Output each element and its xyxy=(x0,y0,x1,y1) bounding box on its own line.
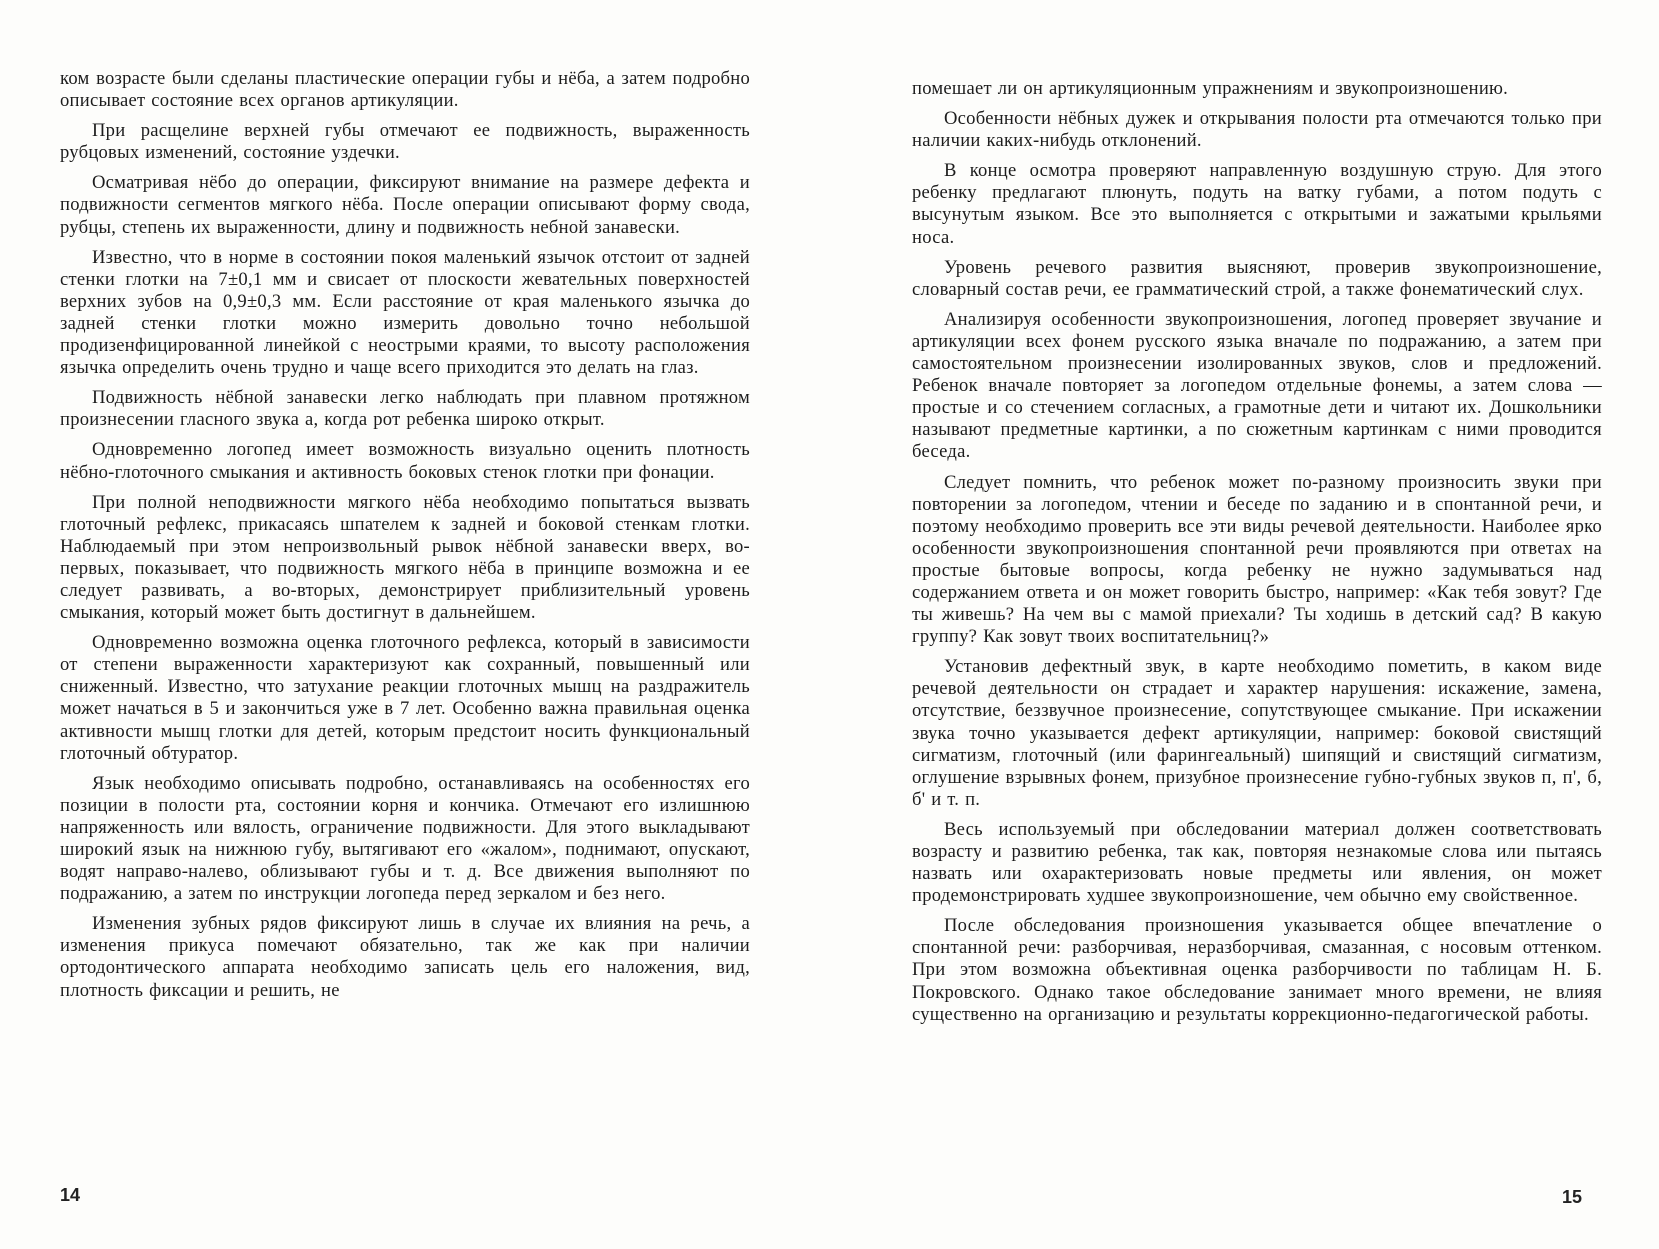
right-paragraph-9: После обследования произношения указывается общее впечатление о спонтанной речи: разборчивая, неразборчивая, смазанная, с носовым оттенком. При этом возможна объективная оценка разборчивости по таблицам Н. Б. Покровского. Однако такое обследование занимает много времени, не влияя существенно на организацию и результаты коррекционно-педагогической работы. xyxy=(912,915,1602,1025)
left-paragraph-4: Известно, что в норме в состоянии покоя маленький язычок отстоит от задней стенки глотки на 7±0,1 мм и свисает от плоскости жевательных поверхностей верхних зубов на 0,9±0,3 мм. Если расстояние от края маленького язычка до задней стенки глотки можно измерить довольно точно небольшой продизенфицированной линейкой с неострыми краями, то высоту расположения язычка определить очень трудно и чаще всего приходится это делать на глаз. xyxy=(60,246,750,379)
right-paragraph-4: Уровень речевого развития выясняют, проверив звукопроизношение, словарный состав речи, ее грамматический строй, а также фонематический слух. xyxy=(912,256,1602,300)
right-paragraph-7: Установив дефектный звук, в карте необходимо пометить, в каком виде речевой деятельности он страдает и характер нарушения: искажение, замена, отсутствие, беззвучное произнесение, сопутствующее смыкание. При искажении звука точно указывается дефект артикуляции, например: боковой свистящий сигматизм, глоточный (или фарингеальный) шипящий и свистящий сигматизм, оглушение взрывных фонем, призубное произнесение губно-губных звуков п, п', б, б' и т. п. xyxy=(912,656,1602,810)
page-number-right: 15 xyxy=(1562,1187,1583,1207)
right-paragraph-1: помешает ли он артикуляционным упражнениям и звукопроизношению. xyxy=(912,78,1509,99)
right-paragraph-2: Особенности нёбных дужек и открывания полости рта отмечаются только при наличии каких-нибудь отклонений. xyxy=(912,108,1602,152)
page-number-left: 14 xyxy=(60,1185,81,1205)
left-paragraph-1: ком возрасте были сделаны пластические операции губы и нёба, а затем подробно описывает состояние всех органов артикуляции. xyxy=(60,68,750,112)
right-paragraph-5: Анализируя особенности звукопроизношения, логопед проверяет звучание и артикуляции всех фонем русского языка вначале по подражанию, а затем при самостоятельном произнесении изолированных звуков, слов и предложений. Ребенок вначале повторяет за логопедом отдельные фонемы, а затем слова — простые и со стечением согласных, а грамотные дети и читают их. Дошкольники называют предметные картинки, а по сюжетным картинкам с ними проводится беседа. xyxy=(912,308,1602,463)
left-paragraph-6: Одновременно логопед имеет возможность визуально оценить плотность нёбно-глоточного смыкания и активность боковых стенок глотки при фонации. xyxy=(60,439,750,483)
left-paragraph-10: Изменения зубных рядов фиксируют лишь в случае их влияния на речь, а изменения прикуса помечают обязательно, так же как при наличии ортодонтического аппарата необходимо записать цель его наложения, вид, плотность фиксации и решить, не xyxy=(60,913,750,1001)
left-paragraph-3: Осматривая нёбо до операции, фиксируют внимание на размере дефекта и подвижности сегментов мягкого нёба. После операции описывают форму свода, рубцы, степень их выраженности, длину и подвижность небной занавески. xyxy=(60,172,750,238)
left-paragraph-8: Одновременно возможна оценка глоточного рефлекса, который в зависимости от степени выраженности характеризуют как сохранный, повышенный или сниженный. Известно, что затухание реакции глоточных мышц на раздражитель может начаться в 5 и закончиться уже в 7 лет. Особенно важна правильная оценка активности мышц глотки для детей, которым предстоит носить функциональный глоточный обтуратор. xyxy=(60,632,750,764)
right-paragraph-3: В конце осмотра проверяют направленную воздушную струю. Для этого ребенку предлагают плюнуть, подуть на ватку губами, а потом подуть с высунутым языком. Все это выполняется с открытыми и зажатыми крыльями носа. xyxy=(912,160,1602,248)
left-page xyxy=(60,68,750,1218)
right-page xyxy=(912,78,1602,1228)
right-paragraph-6: Следует помнить, что ребенок может по-разному произносить звуки при повторении за логопедом, чтении и беседе по заданию и в спонтанной речи, и поэтому необходимо проверить все эти виды речевой деятельности. Наиболее ярко особенности звукопроизношения спонтанной речи проявляются при ответах на простые бытовые вопросы, когда ребенку не нужно задумываться над содержанием ответа и он может говорить быстро, например: «Как тебя зовут? Где ты живешь? На чем вы с мамой приехали? Ты ходишь в детский сад? В какую группу? Как зовут твоих воспитательниц?» xyxy=(912,471,1602,648)
left-paragraph-2: При расщелине верхней губы отмечают ее подвижность, выраженность рубцовых изменений, состояние уздечки. xyxy=(60,120,750,164)
left-paragraph-5: Подвижность нёбной занавески легко наблюдать при плавном протяжном произнесении гласного звука а, когда рот ребенка широко открыт. xyxy=(60,387,750,431)
left-paragraph-7: При полной неподвижности мягкого нёба необходимо попытаться вызвать глоточный рефлекс, прикасаясь шпателем к задней и боковой стенкам глотки. Наблюдаемый при этом непроизвольный рывок нёбной занавески вверх, во-первых, показывает, что подвижность мягкого нёба в принципе возможна и ее следует развивать, а во-вторых, демонстрирует приблизительный уровень смыкания, который может быть достигнут в дальнейшем. xyxy=(60,491,750,624)
left-paragraph-9: Язык необходимо описывать подробно, останавливаясь на особенностях его позиции в полости рта, состоянии корня и кончика. Отмечают его излишнюю напряженность или вялость, ограничение подвижности. Для этого выкладывают широкий язык на нижнюю губу, вытягивают его «жалом», поднимают, опускают, водят направо-налево, облизывают губы и т. д. Все движения выполняют по подражанию, а затем по инструкции логопеда перед зеркалом и без него. xyxy=(60,772,750,905)
right-paragraph-8: Весь используемый при обследовании материал должен соответствовать возрасту и развитию ребенка, так как, повторяя незнакомые слова или пытаясь назвать или охарактеризовать новые предметы или явления, он может продемонстрировать худшее звукопроизношение, чем обычно ему свойственное. xyxy=(912,818,1602,907)
